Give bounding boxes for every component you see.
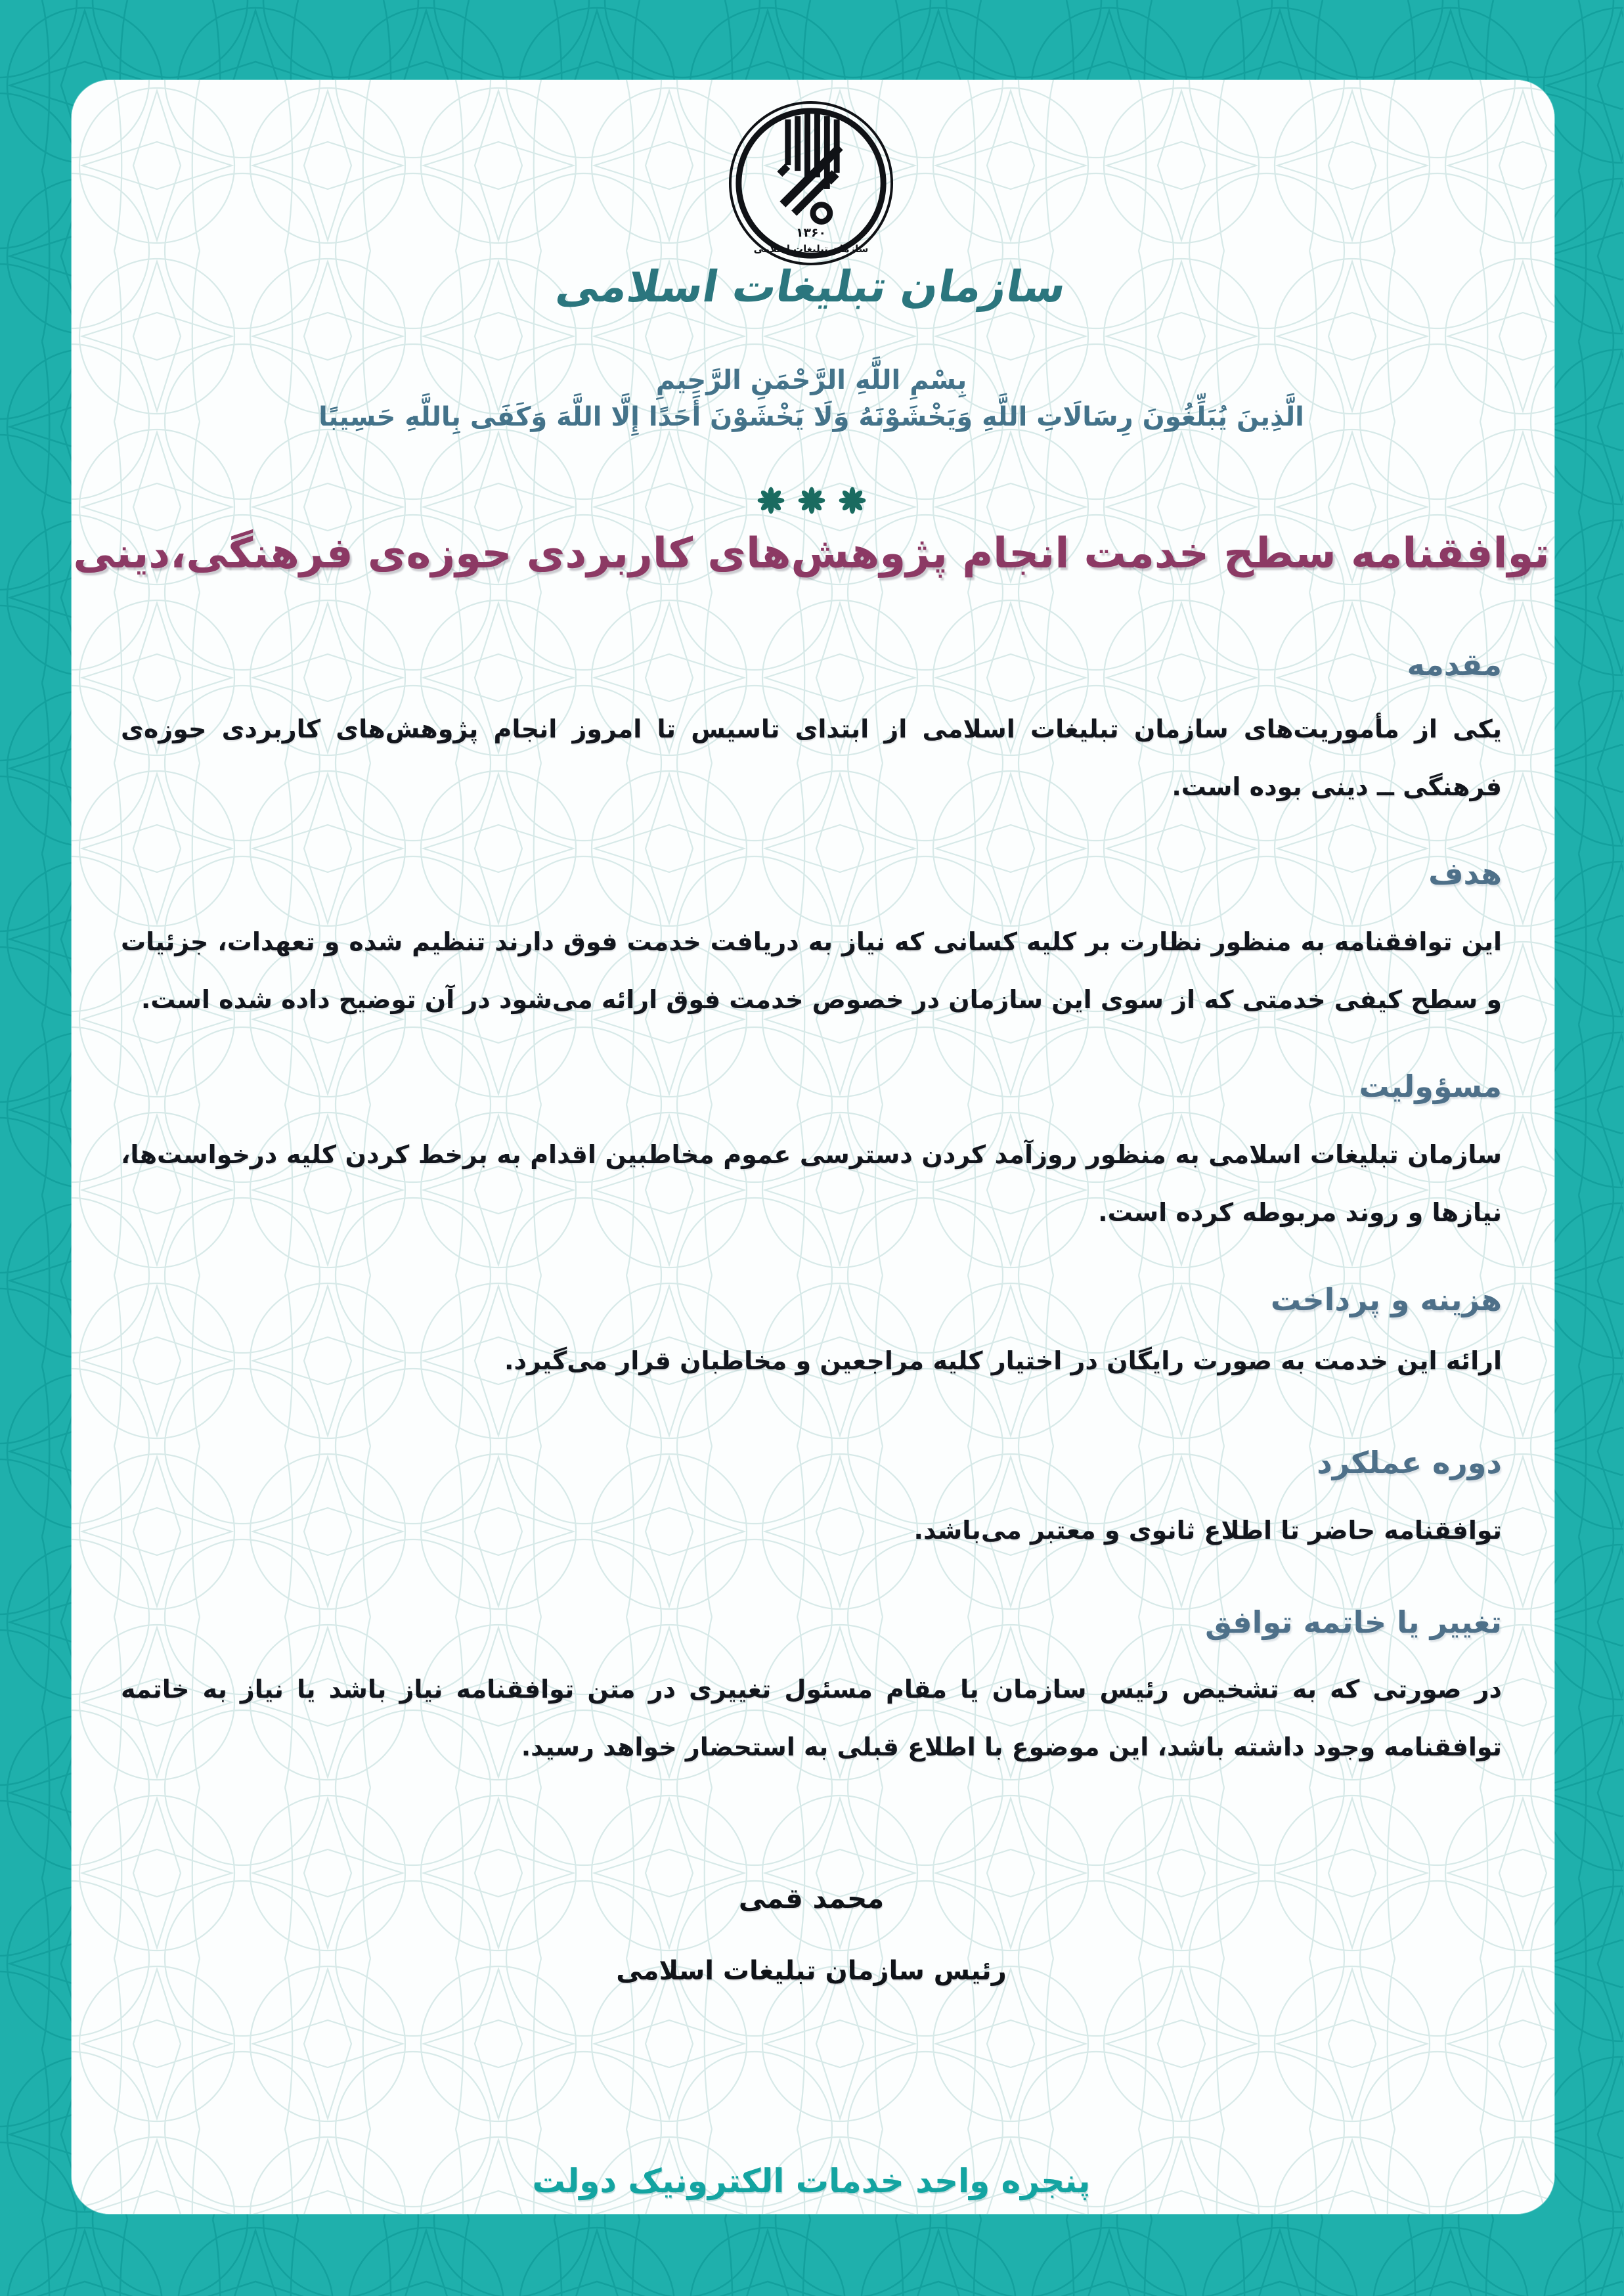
bismillah-text: بِسْمِ اللَّهِ الرَّحْمَنِ الرَّحِيمِ: [656, 365, 968, 395]
section-body-taghir-khateme: در صورتی که به تشخیص رئیس سازمان یا مقام مسئول تغییری در متن توافقنامه نیاز باشد یا نیاز به خاتمه توافقنامه وجود داشته باشد، این موضوع با اطلاع قبلی به استحضار خواهد رسید.: [121, 1675, 1503, 1761]
section-body-hadaf: این توافقنامه به منظور نظارت بر کلیه کسانی که نیاز به دریافت خدمت فوق دارند تنظیم شده و تعهدات، جزئیات و سطح کیفی خدمتی که از سوی این سازمان در خصوص خدمت فوق ارائه می‌شود در آن توضیح داده شده است.: [121, 927, 1503, 1014]
page-title: توافقنامه سطح خدمت انجام پژوهش‌های کاربردی حوزه‌ی فرهنگی،دینی: [74, 529, 1550, 578]
asterisk-flower-icon: [798, 486, 827, 515]
section-body-dore-amalkard: توافقنامه حاضر تا اطلاع ثانوی و معتبر می‌باشد.: [914, 1516, 1503, 1545]
section-body-hazine-pardakht: ارائه این خدمت به صورت رایگان در اختیار کلیه مراجعین و مخاطبان قرار می‌گیرد.: [505, 1346, 1503, 1375]
organization-calligraphy: سازمان تبلیغات اسلامی: [553, 261, 1071, 312]
section-body-masouliat: سازمان تبلیغات اسلامی به منظور روزآمد کردن دسترسی عموم مخاطبین اقدام به برخط کردن کلیه درخواست‌ها، نیازها و روند مربوطه کرده است.: [121, 1140, 1503, 1227]
signatory-role: رئیس سازمان تبلیغات اسلامی: [617, 1956, 1007, 1986]
emblem-year: ۱۳۶۰: [796, 226, 827, 240]
quran-verse: الَّذِينَ يُبَلِّغُونَ رِسَالَاتِ اللَّهِ وَيَخْشَوْنَهُ وَلَا يَخْشَوْنَ أَحَدًا إِلَّا اللَّهَ وَكَفَى بِاللَّهِ حَسِيبًا: [319, 402, 1305, 432]
section-heading-masouliat: مسؤولیت: [1359, 1069, 1503, 1104]
section-body-moghadame: یکی از مأموریت‌های سازمان تبلیغات اسلامی از ابتدای تاسیس تا امروز انجام پژوهش‌های کاربردی حوزه‌ی فرهنگی ــ دینی بوده است.: [121, 715, 1503, 801]
allah-calligraphy-icon: [778, 114, 843, 222]
section-heading-dore-amalkard: دوره عملکرد: [1317, 1445, 1503, 1480]
organization-emblem: [727, 99, 896, 268]
asterisk-flower-icon: [839, 486, 867, 515]
section-heading-moghadame: مقدمه: [1407, 647, 1503, 682]
footer-text: پنجره واحد خدمات الکترونیک دولت: [533, 2162, 1091, 2200]
section-heading-hadaf: هدف: [1429, 856, 1503, 891]
signatory-name: محمد قمی: [739, 1882, 885, 1914]
separator-asterisks: [0, 486, 1624, 515]
asterisk-flower-icon: [757, 486, 786, 515]
emblem-caption: سازمان تبلیغات اسلامی: [754, 243, 869, 255]
section-heading-taghir-khateme: تغییر یا خاتمه توافق: [1206, 1604, 1503, 1640]
section-heading-hazine-pardakht: هزینه و پرداخت: [1271, 1282, 1503, 1317]
